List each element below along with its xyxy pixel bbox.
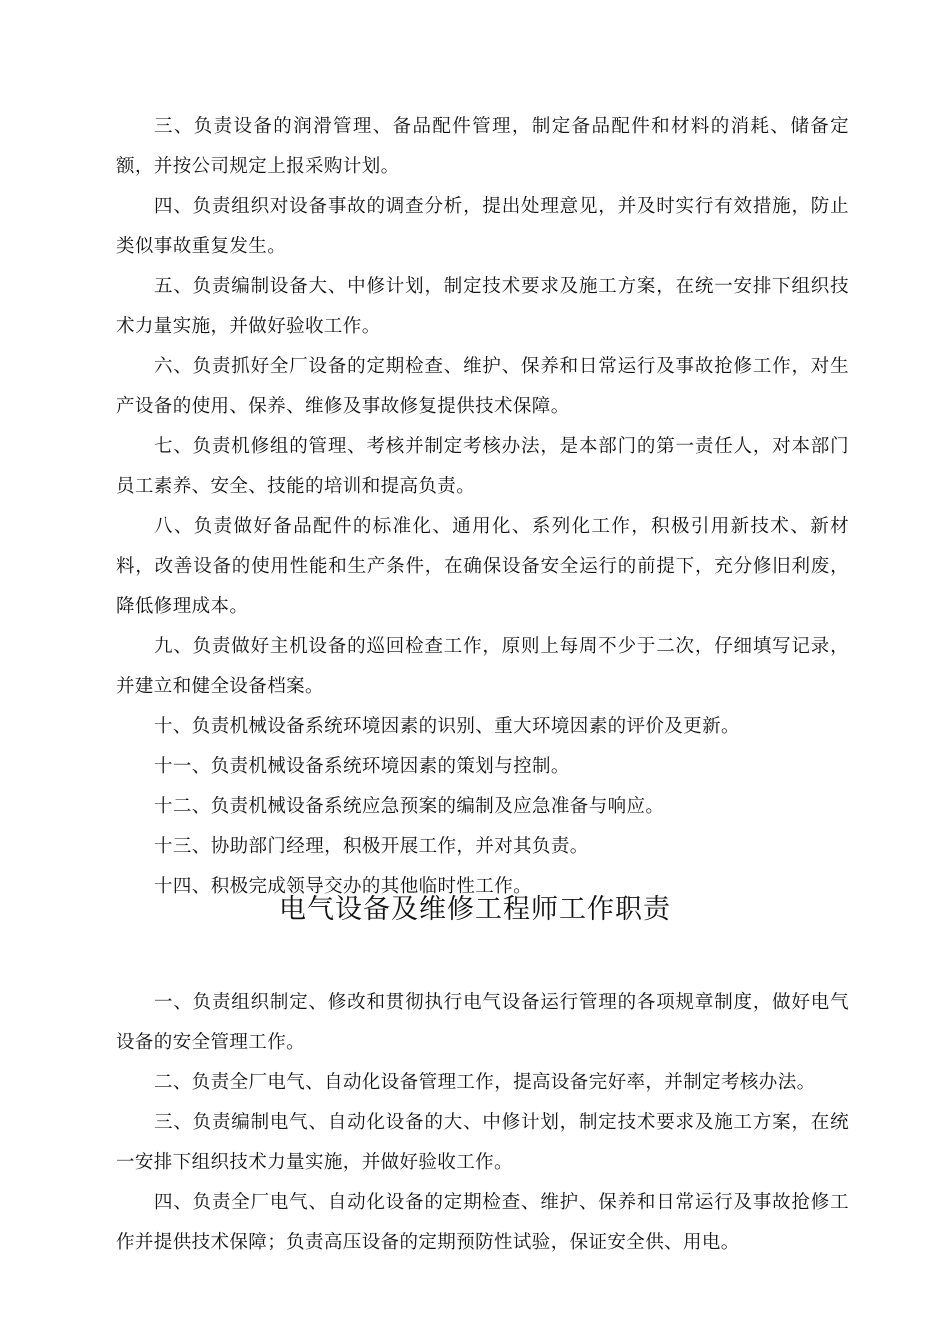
section1-paragraph-3: 三、负责设备的润滑管理、备品配件管理，制定备品配件和材料的消耗、储备定额，并按公司规定上报采购计划。 — [116, 116, 849, 177]
section1-paragraph-13: 十三、协助部门经理，积极开展工作，并对其负责。 — [154, 836, 589, 857]
section1-paragraph-8: 八、负责做好备品配件的标准化、通用化、系列化工作，积极引用新技术、新材料，改善设备的使用性能和生产条件，在确保设备安全运行的前提下，充分修旧利废，降低修理成本。 — [116, 516, 849, 617]
section2-title: 电气设备及维修工程师工作职责 — [279, 894, 671, 925]
section1-paragraph-11: 十一、负责机械设备系统环境因素的策划与控制。 — [154, 756, 570, 777]
section1-body — [116, 107, 849, 907]
section2-paragraph-4: 四、负责全厂电气、自动化设备的定期检查、维护、保养和日常运行及事故抢修工作并提供技术保障；负责高压设备的定期预防性试验，保证安全供、用电。 — [116, 1192, 849, 1253]
section1-paragraph-4: 四、负责组织对设备事故的调查分析，提出处理意见，并及时实行有效措施，防止类似事故重复发生。 — [116, 196, 849, 257]
section2-body — [116, 983, 849, 1263]
section1-paragraph-12: 十二、负责机械设备系统应急预案的编制及应急准备与响应。 — [154, 796, 665, 817]
section1-paragraph-10: 十、负责机械设备系统环境因素的识别、重大环境因素的评价及更新。 — [154, 716, 740, 737]
section1-paragraph-6: 六、负责抓好全厂设备的定期检查、维护、保养和日常运行及事故抢修工作，对生产设备的使用、保养、维修及事故修复提供技术保障。 — [116, 356, 849, 417]
section2-paragraph-3: 三、负责编制电气、自动化设备的大、中修计划，制定技术要求及施工方案，在统一安排下组织技术力量实施，并做好验收工作。 — [116, 1112, 849, 1173]
section2-paragraph-2: 二、负责全厂电气、自动化设备管理工作，提高设备完好率，并制定考核办法。 — [154, 1072, 816, 1093]
section1-paragraph-14: 十四、积极完成领导交办的其他临时性工作。 — [154, 876, 533, 897]
section1-paragraph-5: 五、负责编制设备大、中修计划，制定技术要求及施工方案，在统一安排下组织技术力量实施，并做好验收工作。 — [116, 276, 849, 337]
section1-paragraph-7: 七、负责机修组的管理、考核并制定考核办法，是本部门的第一责任人，对本部门员工素养、安全、技能的培训和提高负责。 — [116, 436, 849, 497]
section1-paragraph-9: 九、负责做好主机设备的巡回检查工作，原则上每周不少于二次，仔细填写记录，并建立和健全设备档案。 — [116, 636, 849, 697]
section2-paragraph-1: 一、负责组织制定、修改和贯彻执行电气设备运行管理的各项规章制度，做好电气设备的安全管理工作。 — [116, 992, 849, 1053]
